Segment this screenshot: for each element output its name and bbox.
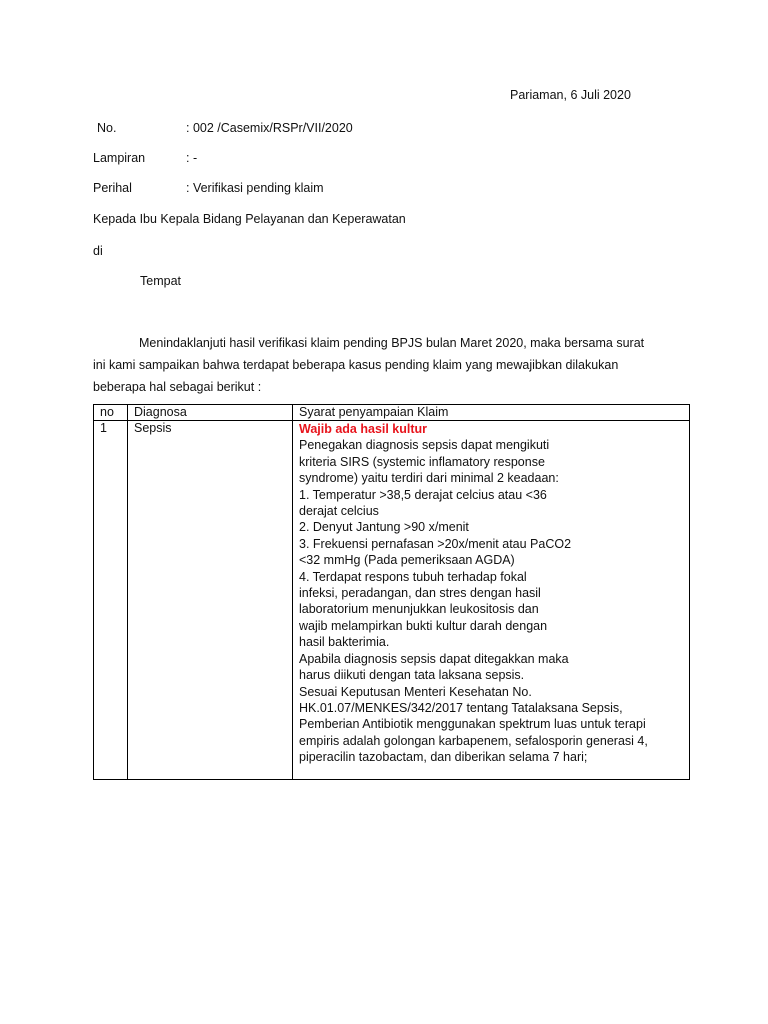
number-label: No. — [97, 121, 117, 135]
intro-line-1: Menindaklanjuti hasil verifikasi klaim pending BPJS bulan Maret 2020, maka bersama surat — [139, 336, 645, 350]
intro-paragraph — [93, 332, 673, 398]
requirement-line: Sesuai Keputusan Menteri Kesehatan No. — [299, 684, 532, 699]
requirement-line: laboratorium menunjukkan leukositosis dan — [299, 602, 539, 617]
row-requirements — [293, 421, 690, 780]
header-requirements: Syarat penyampaian Klaim — [293, 405, 690, 421]
recipient-line: Kepada Ibu Kepala Bidang Pelayanan dan Keperawatan — [93, 212, 406, 226]
table-row — [94, 421, 690, 780]
attachment-value: : - — [186, 151, 198, 165]
requirement-highlight: Wajib ada hasil kultur — [299, 422, 428, 436]
requirement-line: derajat celcius — [299, 504, 379, 519]
requirement-line: infeksi, peradangan, dan stres dengan hasil — [299, 586, 541, 601]
letter-date: Pariaman, 6 Juli 2020 — [510, 88, 631, 102]
requirement-line: harus diikuti dengan tata laksana sepsis. — [299, 668, 525, 683]
attachment-label: Lampiran — [93, 151, 146, 165]
requirement-line: syndrome) yaitu terdiri dari minimal 2 keadaan: — [299, 471, 559, 486]
requirement-line: HK.01.07/MENKES/342/2017 tentang Tatalaksana Sepsis, — [299, 700, 623, 715]
requirement-line: hasil bakterimia. — [299, 635, 390, 650]
row-diagnosis: Sepsis — [128, 421, 293, 780]
requirements-table — [93, 404, 690, 780]
recipient-location: di — [93, 244, 103, 258]
requirement-line: <32 mmHg (Pada pemeriksaan AGDA) — [299, 553, 515, 568]
requirement-line: piperacilin tazobactam, dan diberikan selama 7 hari; — [299, 750, 588, 765]
intro-line-3: beberapa hal sebagai berikut : — [93, 380, 262, 394]
recipient-place: Tempat — [140, 274, 181, 288]
header-no: no — [94, 405, 128, 421]
requirement-line: empiris adalah golongan karbapenem, sefalosporin generasi 4, — [299, 733, 648, 748]
requirement-line: 3. Frekuensi pernafasan >20x/menit atau PaCO2 — [299, 536, 572, 551]
row-number: 1 — [94, 421, 128, 780]
intro-line-2: ini kami sampaikan bahwa terdapat beberapa kasus pending klaim yang mewajibkan dilakukan — [93, 358, 619, 372]
requirement-line: kriteria SIRS (systemic inflamatory response — [299, 454, 545, 469]
number-value: : 002 /Casemix/RSPr/VII/2020 — [186, 121, 353, 135]
subject-label: Perihal — [93, 181, 132, 195]
requirement-line: Penegakan diagnosis sepsis dapat mengikuti — [299, 438, 550, 453]
requirement-line: 2. Denyut Jantung >90 x/menit — [299, 520, 469, 535]
requirement-line: Pemberian Antibiotik menggunakan spektrum luas untuk terapi — [299, 717, 646, 732]
table-header-row — [94, 405, 690, 421]
requirement-line: 1. Temperatur >38,5 derajat celcius atau <36 — [299, 487, 547, 502]
header-diagnosis: Diagnosa — [128, 405, 293, 421]
requirement-line: Apabila diagnosis sepsis dapat ditegakkan maka — [299, 651, 569, 666]
subject-value: : Verifikasi pending klaim — [186, 181, 324, 195]
requirement-line: 4. Terdapat respons tubuh terhadap fokal — [299, 569, 527, 584]
requirement-line: wajib melampirkan bukti kultur darah dengan — [299, 618, 548, 633]
